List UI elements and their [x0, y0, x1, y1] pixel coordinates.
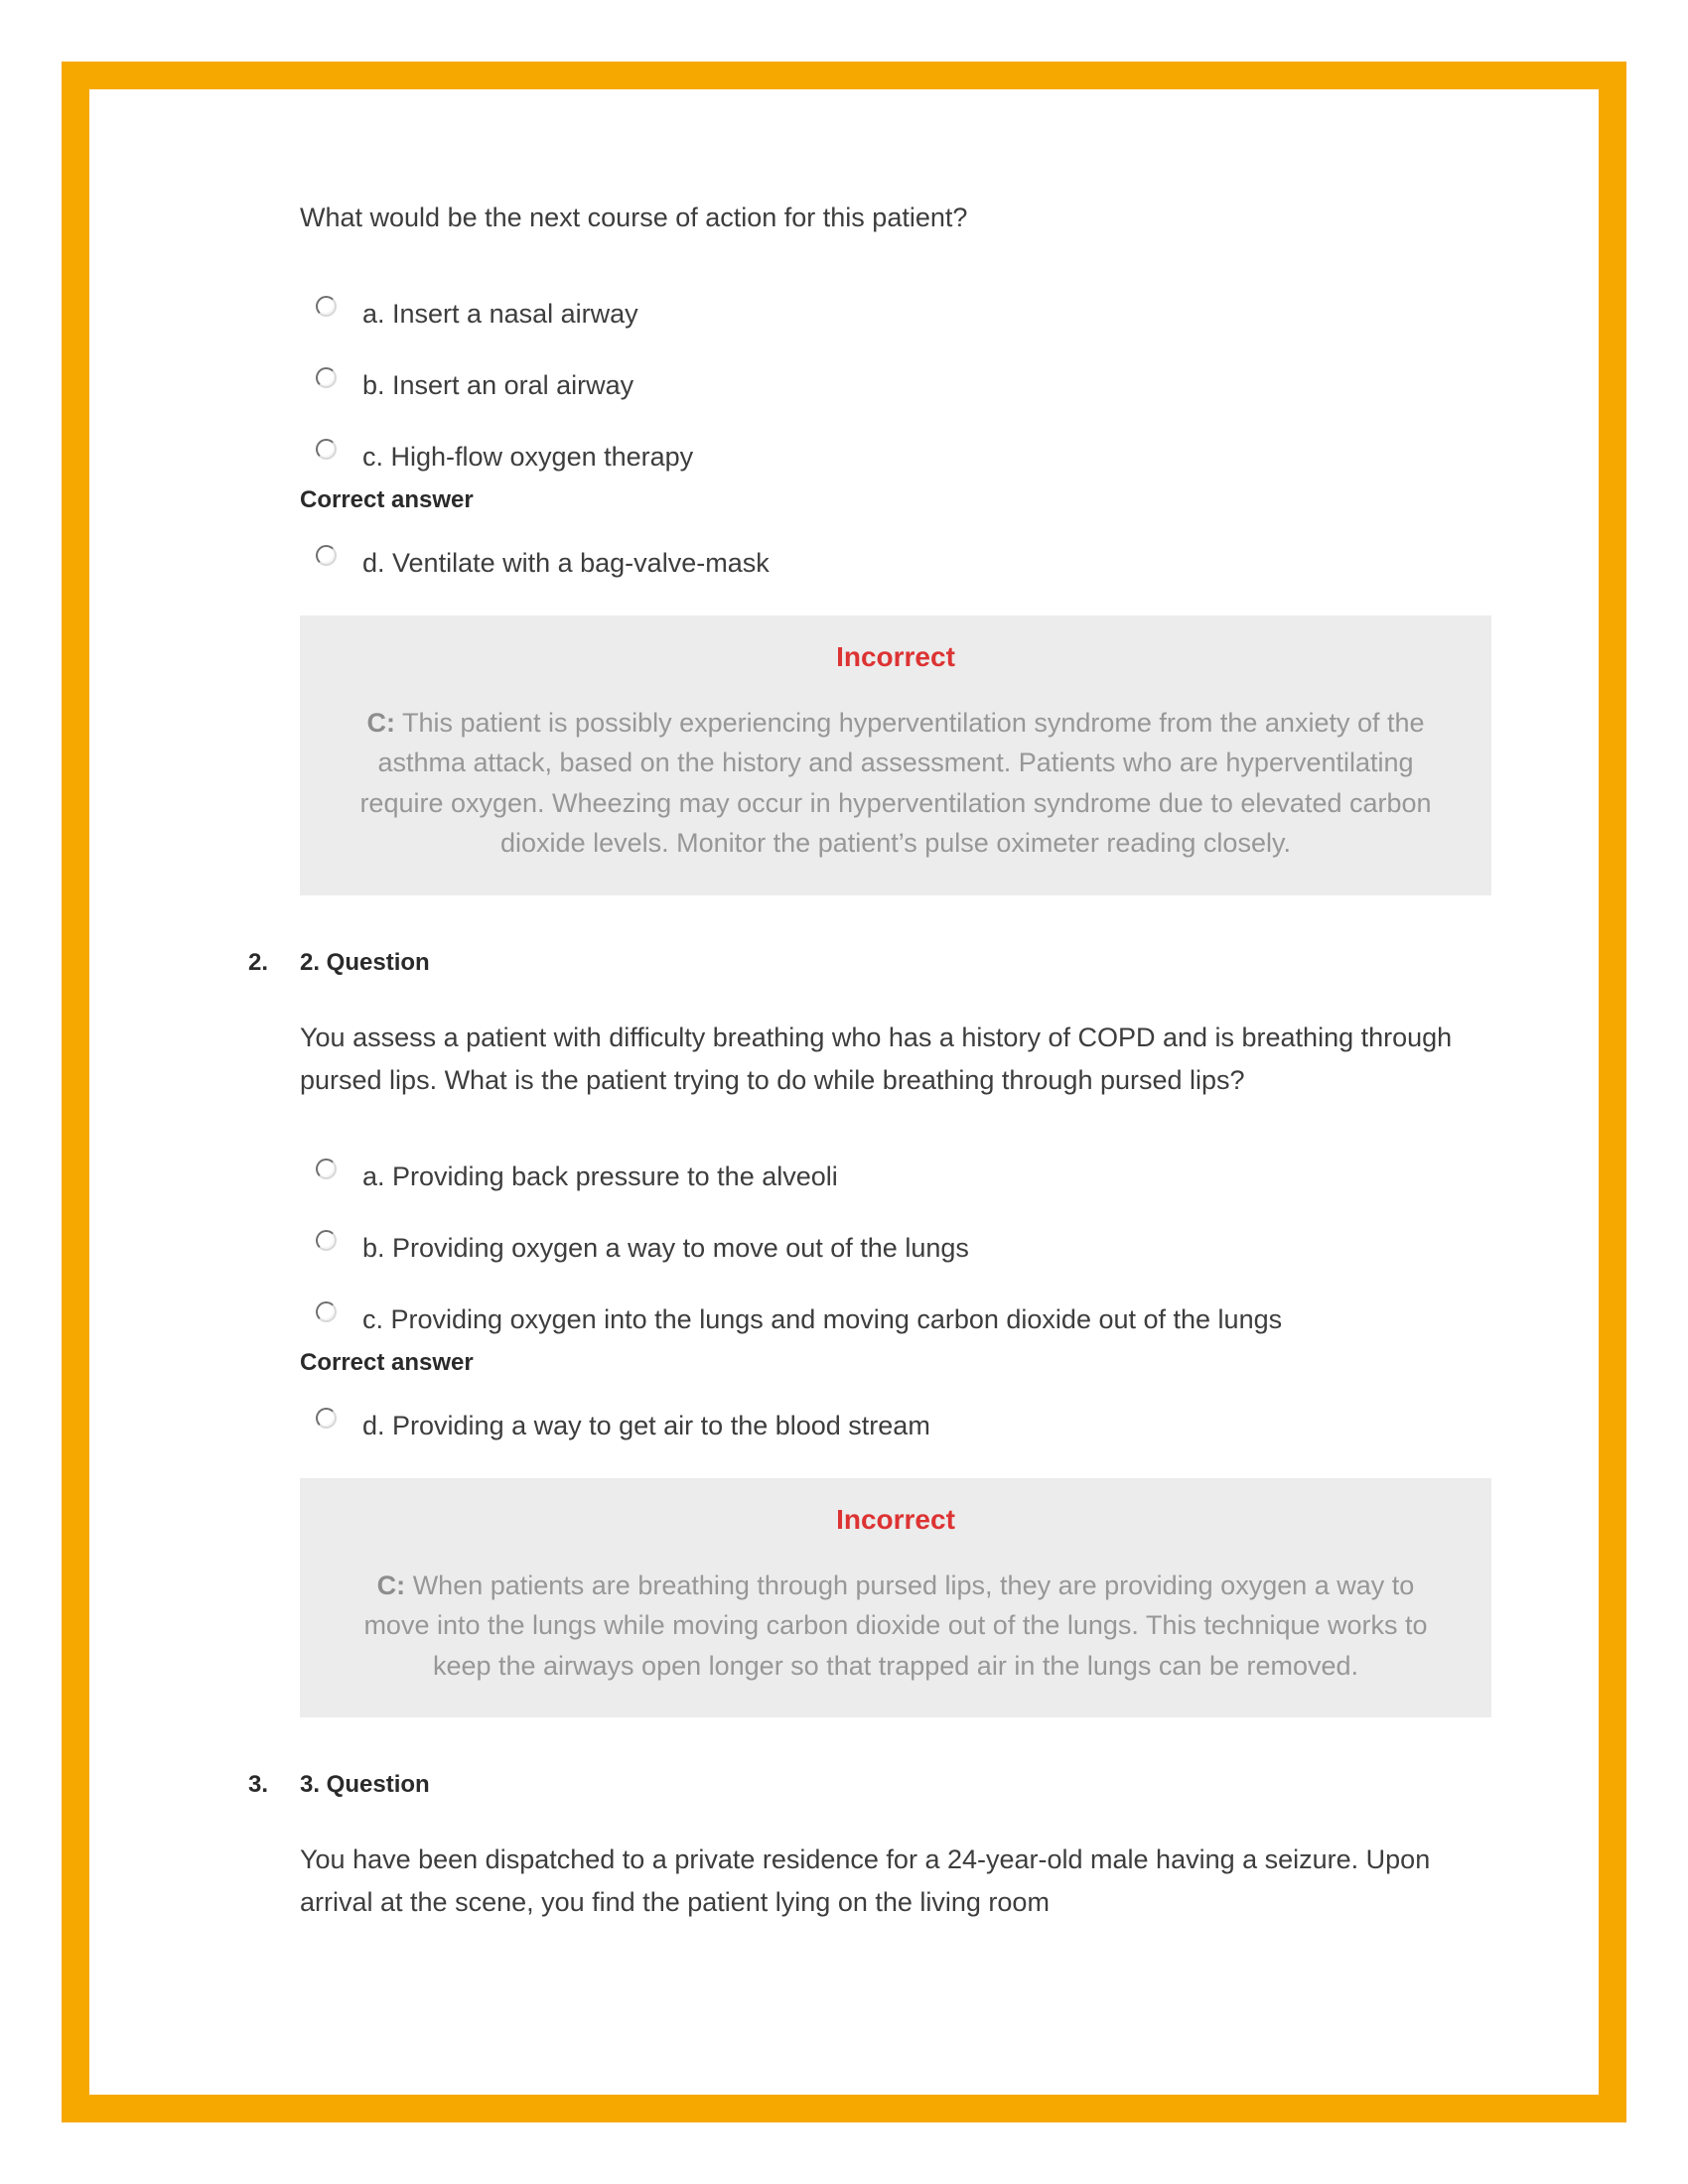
radio-button-icon[interactable]: [316, 1159, 337, 1179]
question-text: You have been dispatched to a private residence for a 24-year-old male having a seizure. Upon arrival at the scene, you find the patient lying on the living room: [300, 1844, 1431, 1918]
question-block-3: [248, 1771, 1491, 1924]
question-header: [248, 948, 1491, 977]
radio-button-icon[interactable]: [316, 1301, 337, 1322]
radio-button-icon[interactable]: [316, 1408, 337, 1429]
answer-option-label: a. Providing back pressure to the alveoli: [362, 1161, 838, 1192]
question-heading: 2. Question: [300, 948, 430, 976]
question-text: You assess a patient with difficulty breathing who has a history of COPD and is breathing through pursed lips. What is the patient trying to do while breathing through pursed lips?: [300, 1022, 1453, 1095]
answer-option-c[interactable]: [300, 1300, 1491, 1339]
radio-button-icon[interactable]: [316, 296, 337, 317]
answer-option-a[interactable]: [300, 295, 1491, 334]
question-header: [248, 1771, 1491, 1799]
question-list-number: 3.: [248, 1771, 269, 1799]
answer-option-label: b. Insert an oral airway: [362, 370, 634, 401]
feedback-box: [300, 1478, 1491, 1718]
radio-button-icon[interactable]: [316, 439, 337, 460]
gold-border-frame: [62, 62, 1626, 2122]
feedback-body: This patient is possibly experiencing hyperventilation syndrome from the anxiety of the asthma attack, based on the history and assessment. Patients who are hyperventilating require oxygen. Wheezing may occur in hyperventilation syndrome due to elevated carbon dioxide levels. Monitor the patient’s pulse oximeter reading closely.: [359, 707, 1432, 859]
comment-prefix: C:: [366, 707, 395, 738]
answer-option-b[interactable]: [300, 1229, 1491, 1268]
feedback-text: [352, 1566, 1440, 1687]
answer-option-d[interactable]: [300, 544, 1491, 583]
answer-option-b[interactable]: [300, 366, 1491, 405]
question-list-number: 2.: [248, 948, 269, 976]
correct-answer-label: Correct answer: [300, 1348, 474, 1376]
feedback-box: [300, 615, 1491, 895]
answer-option-label: d. Providing a way to get air to the blood stream: [362, 1410, 930, 1440]
answer-option-a[interactable]: [300, 1158, 1491, 1196]
answer-option-label: a. Insert a nasal airway: [362, 299, 638, 330]
answer-option-c[interactable]: [300, 438, 1491, 477]
answer-option-label: c. Providing oxygen into the lungs and moving carbon dioxide out of the lungs: [362, 1304, 1283, 1335]
comment-prefix: C:: [376, 1570, 406, 1600]
feedback-status: Incorrect: [836, 640, 955, 672]
radio-button-icon[interactable]: [316, 545, 337, 566]
question-block-1: [300, 197, 1491, 895]
question-heading: 3. Question: [300, 1771, 430, 1799]
question-block-2: [248, 948, 1491, 1717]
answer-option-label: c. High-flow oxygen therapy: [362, 442, 694, 473]
quiz-content: [248, 197, 1491, 1925]
feedback-status: Incorrect: [836, 1503, 955, 1535]
answer-option-label: d. Ventilate with a bag-valve-mask: [362, 547, 770, 578]
feedback-text: [352, 703, 1440, 864]
correct-answer-label: Correct answer: [300, 485, 474, 513]
answer-option-d[interactable]: [300, 1407, 1491, 1445]
radio-button-icon[interactable]: [316, 367, 337, 388]
answer-option-label: b. Providing oxygen a way to move out of the lungs: [362, 1233, 969, 1264]
feedback-body: When patients are breathing through pursed lips, they are providing oxygen a way to move into the lungs while moving carbon dioxide out of the lungs. This technique works to keep the airways open longer so that trapped air in the lungs can be removed.: [363, 1570, 1428, 1681]
radio-button-icon[interactable]: [316, 1230, 337, 1251]
question-text: What would be the next course of action for this patient?: [300, 203, 968, 232]
